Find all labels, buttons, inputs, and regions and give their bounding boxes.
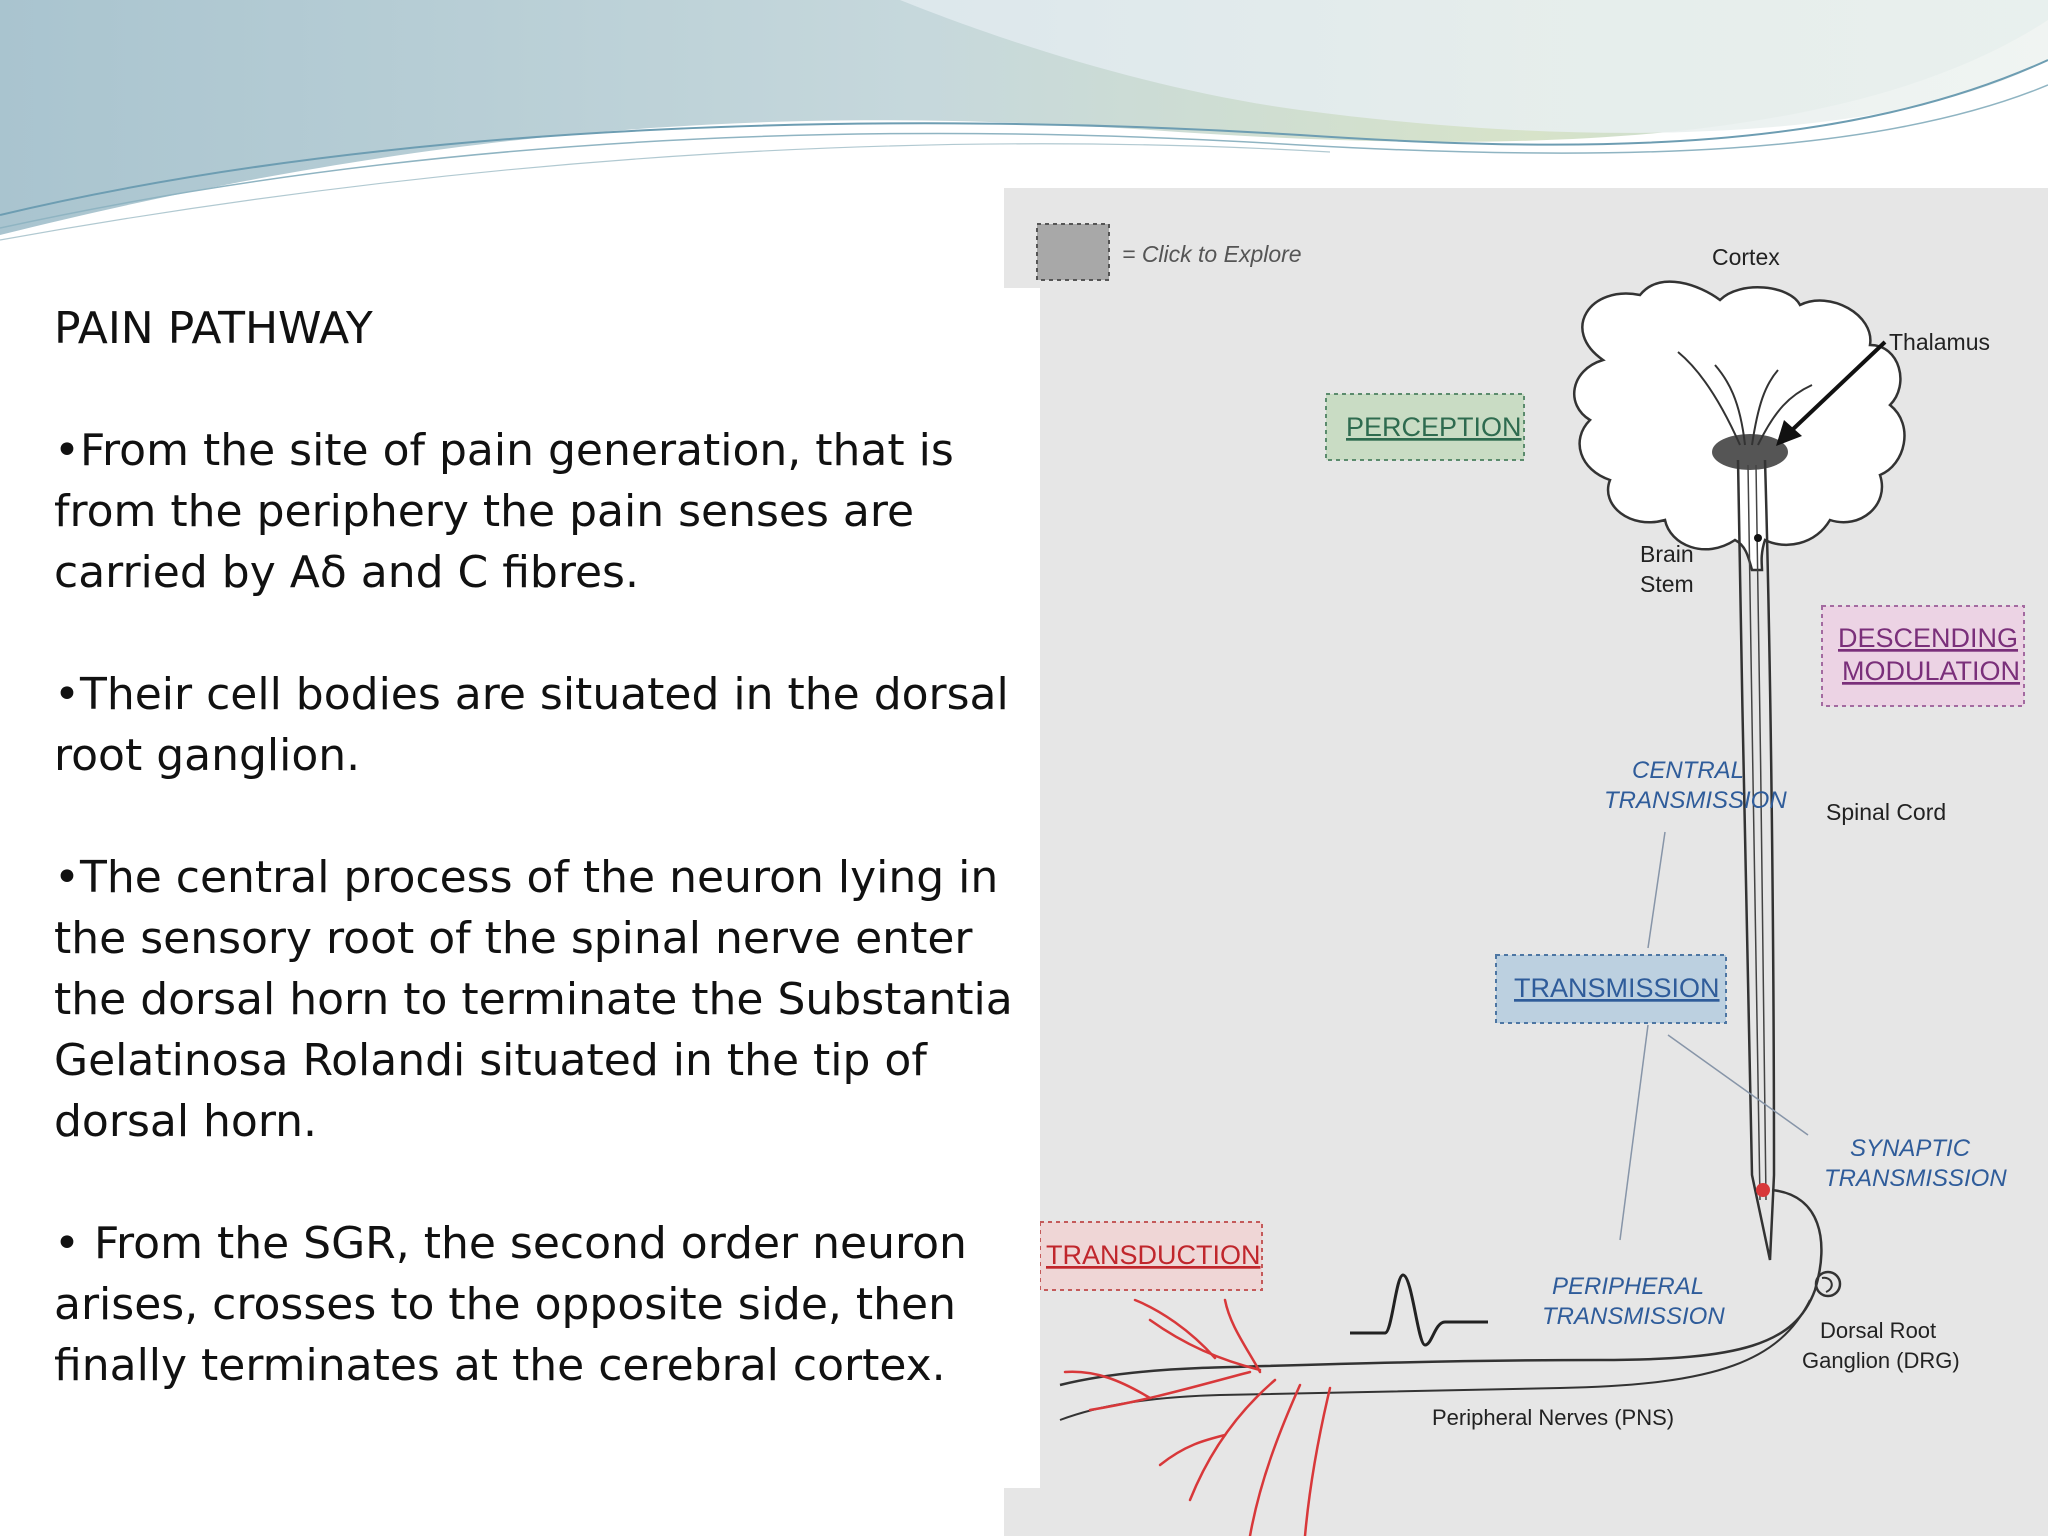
drg-ganglion bbox=[1816, 1272, 1840, 1296]
descending-modulation-button[interactable] bbox=[1822, 606, 2024, 706]
label-thalamus: Thalamus bbox=[1889, 329, 1990, 355]
perception-button[interactable] bbox=[1326, 394, 1524, 460]
transduction-label: TRANSDUCTION bbox=[1046, 1240, 1261, 1270]
label-central-2: TRANSMISSION bbox=[1604, 787, 1787, 814]
thalamus-shape bbox=[1712, 434, 1788, 470]
synapse-dot bbox=[1756, 1183, 1770, 1197]
label-spinal-cord: Spinal Cord bbox=[1826, 799, 1947, 825]
label-synaptic-2: TRANSMISSION bbox=[1824, 1165, 2007, 1192]
transmission-button[interactable] bbox=[1496, 955, 1726, 1023]
transmission-label: TRANSMISSION bbox=[1514, 973, 1720, 1003]
bullet-1: •From the site of pain generation, that is from the periphery the pain senses are carried by Aδ and C fibres. bbox=[54, 425, 954, 598]
transduction-button[interactable] bbox=[1040, 1222, 1262, 1290]
slide-body bbox=[54, 298, 1034, 1396]
bullet-2: •Their cell bodies are situated in the dorsal root ganglion. bbox=[54, 669, 1009, 781]
label-pns: Peripheral Nerves (PNS) bbox=[1432, 1405, 1675, 1430]
label-central-1: CENTRAL bbox=[1632, 757, 1745, 784]
bullet-4: • From the SGR, the second order neuron arises, crosses to the opposite side, then finally terminates at the cerebral cortex. bbox=[54, 1218, 967, 1391]
brainstem-dot bbox=[1754, 534, 1762, 542]
leader-lines bbox=[1620, 832, 1808, 1240]
label-synaptic-1: SYNAPTIC bbox=[1850, 1135, 1971, 1162]
descending-label-1: DESCENDING bbox=[1838, 623, 2019, 653]
label-peripheral-1: PERIPHERAL bbox=[1552, 1273, 1705, 1300]
perception-label: PERCEPTION bbox=[1346, 412, 1522, 442]
legend-swatch bbox=[1037, 224, 1109, 280]
drg-spiral bbox=[1822, 1278, 1832, 1292]
label-drg-1: Dorsal Root bbox=[1820, 1318, 1937, 1343]
label-stem: Stem bbox=[1640, 571, 1694, 597]
label-cortex: Cortex bbox=[1712, 244, 1780, 270]
label-peripheral-2: TRANSMISSION bbox=[1542, 1303, 1725, 1330]
descending-label-2: MODULATION bbox=[1842, 656, 2021, 686]
legend-text: = Click to Explore bbox=[1122, 241, 1302, 267]
slide-title: PAIN PATHWAY bbox=[54, 303, 373, 354]
label-brain: Brain bbox=[1640, 541, 1694, 567]
label-drg-2: Ganglion (DRG) bbox=[1802, 1348, 1960, 1373]
action-potential-trace bbox=[1350, 1275, 1488, 1345]
nociceptor-endings bbox=[1065, 1300, 1330, 1536]
bullet-3: •The central process of the neuron lying in the sensory root of the spinal nerve enter the dorsal horn to terminate the Substantia Gelatinosa Rolandi situated in the tip of dorsal horn. bbox=[54, 852, 1013, 1147]
spinal-cord bbox=[1738, 460, 1774, 1260]
